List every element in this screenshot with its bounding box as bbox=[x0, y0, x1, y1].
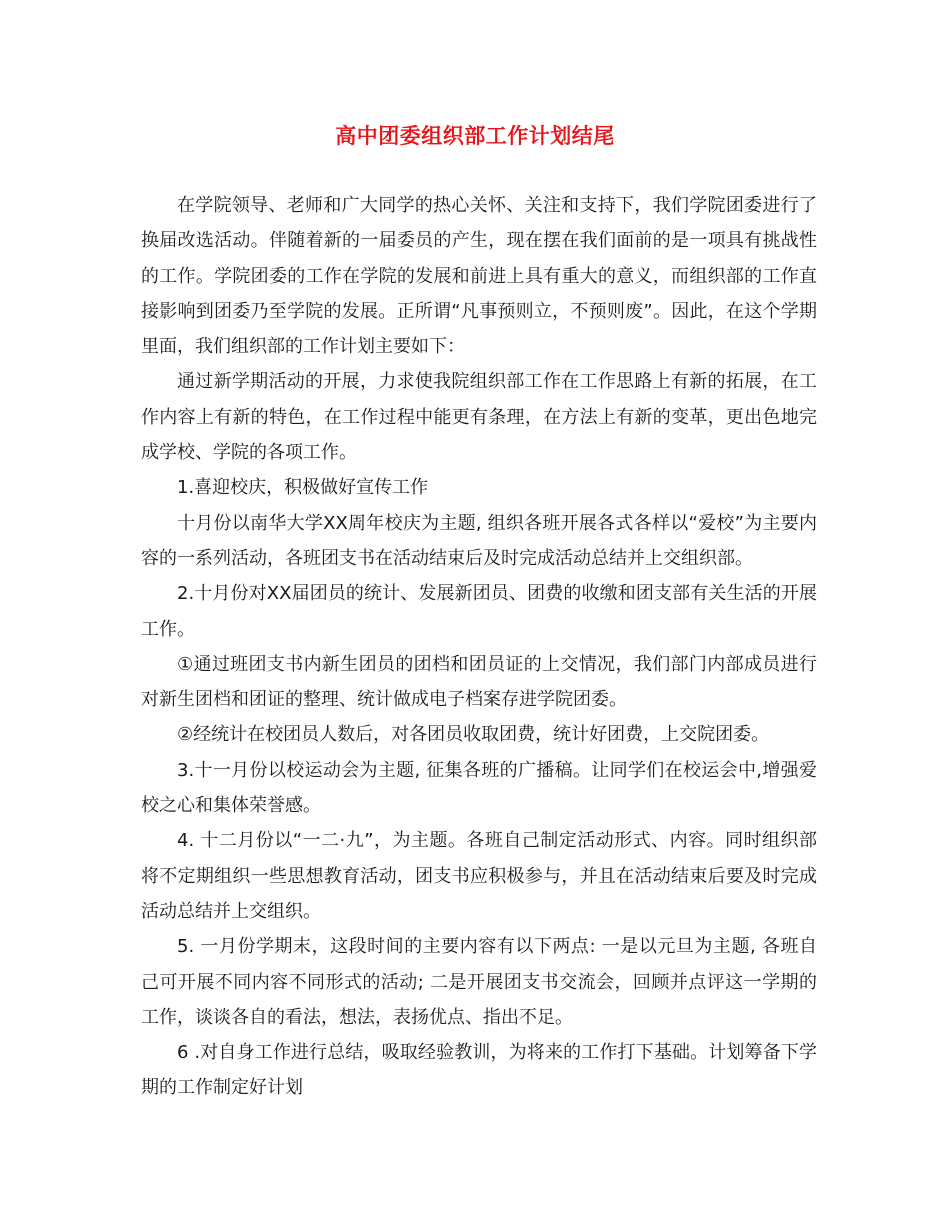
paragraph: 十月份以南华大学XX周年校庆为主题, 组织各班开展各式各样以“爱校”为主要内容的一系列活动，各班团支书在活动结束后及时完成活动总结并上交组织部。 bbox=[141, 512, 817, 569]
paragraph: 在学院领导、老师和广大同学的热心关怀、关注和支持下，我们学院团委进行了换届改选活动。伴随着新的一届委员的产生，现在摆在我们面前的是一项具有挑战性的工作。学院团委的工作在学院的发展和前进上具有重大的意义，而组织部的工作直接影响到团委乃至学院的发展。正所谓“凡事预则立，不预则废”。因此，在这个学期里面，我们组织部的工作计划主要如下： bbox=[141, 195, 817, 358]
document-title: 高中团委组织部工作计划结尾 bbox=[335, 123, 615, 148]
paragraph: 通过新学期活动的开展，力求使我院组织部工作在工作思路上有新的拓展，在工作内容上有新的特色，在工作过程中能更有条理，在方法上有新的变革，更出色地完成学校、学院的各项工作。 bbox=[141, 371, 817, 464]
paragraph: 2.十月份对XX届团员的统计、发展新团员、团费的收缴和团支部有关生活的开展工作。 bbox=[141, 583, 817, 640]
paragraph: 5. 一月份学期末，这段时间的主要内容有以下两点: 一是以元旦为主题, 各班自己可开展不同内容不同形式的活动; 二是开展团支书交流会，回顾并点评这一学期的工作，谈谈各自的看法，想法，表扬优点、指出不足。 bbox=[141, 936, 817, 1028]
paragraph: 6 .对自身工作进行总结，吸取经验教训，为将来的工作打下基础。计划筹备下学期的工作制定好计划 bbox=[141, 1042, 817, 1099]
paragraph: ①通过班团支书内新生团员的团档和团员证的上交情况，我们部门内部成员进行对新生团档和团证的整理、统计做成电子档案存进学院团委。 bbox=[141, 653, 817, 711]
paragraph: 3.十一月份以校运动会为主题, 征集各班的广播稿。让同学们在校运会中,增强爱校之心和集体荣誉感。 bbox=[141, 759, 817, 817]
paragraph: 1.喜迎校庆，积极做好宣传工作 bbox=[177, 477, 429, 499]
document-body bbox=[141, 188, 817, 1106]
paragraph: 4. 十二月份以“一二·九”，为主题。各班自己制定活动形式、内容。同时组织部将不定期组织一些思想教育活动，团支书应积极参与，并且在活动结束后要及时完成活动总结并上交组织。 bbox=[141, 830, 817, 922]
paragraph: ②经统计在校团员人数后，对各团员收取团费，统计好团费，上交院团委。 bbox=[177, 724, 770, 746]
